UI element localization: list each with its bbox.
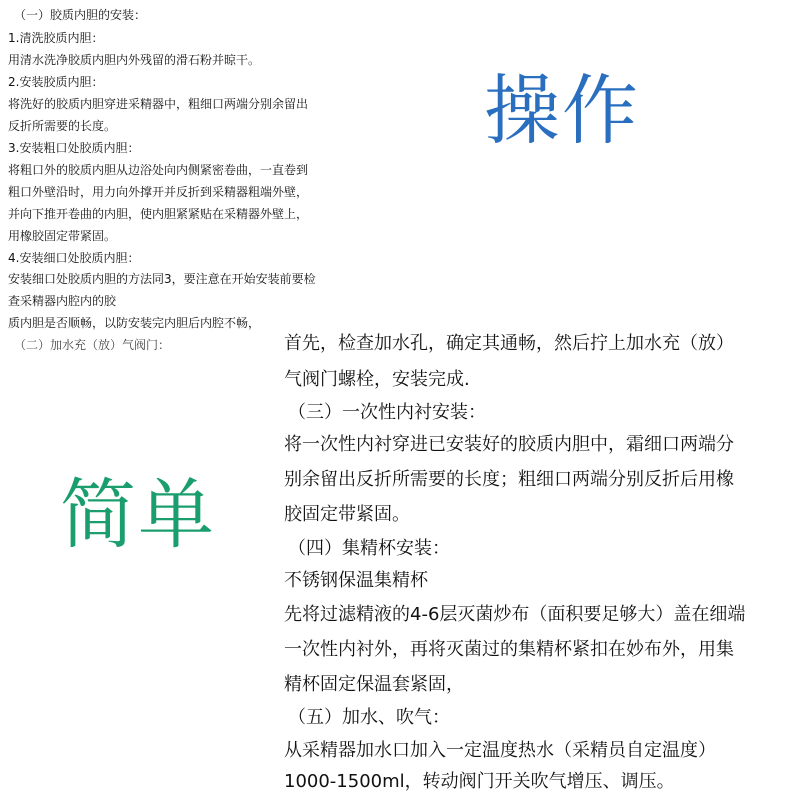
section-heading-2: （二）加水充（放）气阀门： bbox=[14, 338, 171, 352]
step-4-heading: 4.安装细口处胶质内胆： bbox=[8, 251, 140, 265]
main-line-6: 胶固定带紧固。 bbox=[284, 504, 410, 525]
section-heading-3: （三）一次性内衬安装： bbox=[288, 402, 486, 423]
step-4-text-line-1: 安装细口处胶质内胆的方法同3，要注意在开始安装前要检 bbox=[8, 272, 316, 286]
overlay-word-operate: 操作 bbox=[484, 66, 640, 155]
section-heading-5: （五）加水、吹气： bbox=[288, 707, 450, 728]
step-4-text-line-2: 查采精器内腔内的胶 bbox=[8, 294, 117, 308]
top-instructions-panel bbox=[0, 0, 360, 358]
step-3-text-line-2: 粗口外壁沿时，用力向外撑开并反折到采精器粗端外壁， bbox=[8, 185, 309, 199]
main-line-5: 别余留出反折所需要的长度；粗细口两端分别反折后用橡 bbox=[284, 469, 734, 490]
step-1-text: 用清水洗净胶质内胆内外残留的滑石粉并晾干。 bbox=[8, 53, 261, 67]
main-line-14: 1000-1500ml，转动阀门开关吹气增压、调压。 bbox=[284, 771, 675, 792]
main-line-10: 一次性内衬外，再将灭菌过的集精杯紧扣在妙布外，用集 bbox=[284, 639, 734, 660]
main-line-4: 将一次性内衬穿进已安装好的胶质内胆中，霜细口两端分 bbox=[284, 434, 734, 455]
step-2-heading: 2.安装胶质内胆： bbox=[8, 75, 104, 89]
step-3-heading: 3.安装粗口处胶质内胆： bbox=[8, 141, 140, 155]
main-line-8: 不锈钢保温集精杯 bbox=[284, 570, 428, 591]
section-heading-1: （一）胶质内胆的安装： bbox=[14, 8, 147, 22]
step-4-text-line-3: 质内胆是否顺畅，以防安装完内胆后内腔不畅， bbox=[8, 316, 261, 330]
main-line-1: 首先，检查加水孔，确定其通畅，然后拧上加水充（放） bbox=[284, 333, 734, 354]
overlay-word-simple: 简单 bbox=[60, 470, 216, 559]
step-2-text-line-2: 反折所需要的长度。 bbox=[8, 119, 117, 133]
main-line-9: 先将过滤精液的4-6层灭菌炒布（面积要足够大）盖在细端 bbox=[284, 604, 746, 625]
step-3-text-line-3: 并向下推开卷曲的内胆，使内胆紧紧贴在采精器外壁上， bbox=[8, 207, 309, 221]
main-line-11: 精杯固定保温套紧固， bbox=[284, 674, 464, 695]
step-3-text-line-1: 将粗口外的胶质内胆从边浴处向内侧紧密卷曲，一直卷到 bbox=[8, 163, 309, 177]
step-1-heading: 1.清洗胶质内胆： bbox=[8, 31, 104, 45]
main-line-2: 气阀门螺栓，安装完成. bbox=[284, 369, 470, 390]
step-2-text-line-1: 将洗好的胶质内胆穿进采精器中，粗细口两端分别余留出 bbox=[8, 97, 309, 111]
step-3-text-line-4: 用橡胶固定带紧固。 bbox=[8, 229, 117, 243]
section-heading-4: （四）集精杯安装： bbox=[288, 538, 450, 559]
main-line-13: 从采精器加水口加入一定温度热水（采精员自定温度） bbox=[284, 740, 716, 761]
